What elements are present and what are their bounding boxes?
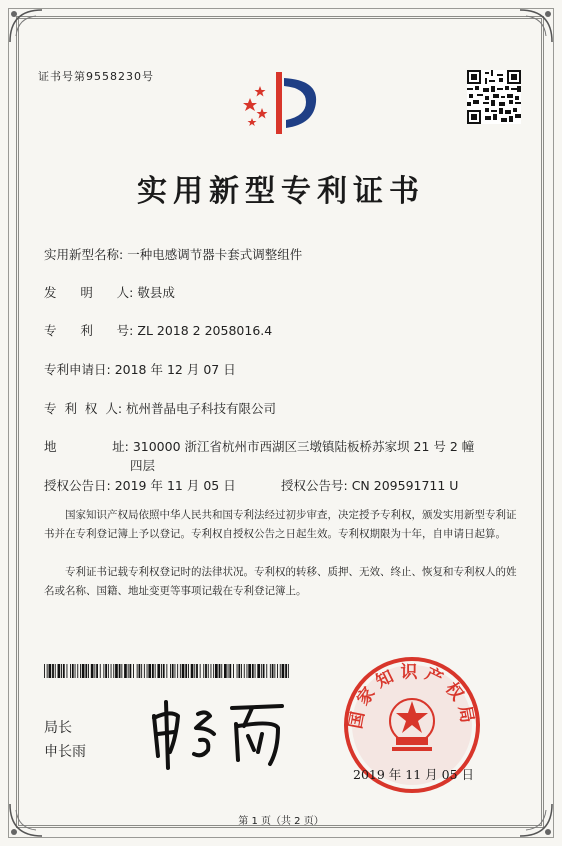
patent-number-value: ZL 2018 2 2058016.4 (137, 323, 273, 338)
corner-ornament-icon (516, 6, 556, 46)
patent-number-row (44, 321, 272, 339)
filing-date-row (44, 360, 236, 378)
legal-status-paragraph: 专利证书记载专利权登记时的法律状况。专利权的转移、质押、无效、终止、恢复和专利权人的姓名或名称、国籍、地址变更等事项记载在专利登记簿上。 (44, 566, 517, 597)
grant-date-value: 2019 年 11 月 05 日 (114, 478, 236, 493)
barcode-icon (44, 664, 290, 678)
signatory-name: 申长雨 (44, 744, 86, 760)
inventor-value: 敬县成 (137, 285, 175, 300)
signature-icon (140, 694, 290, 774)
patentee-row (44, 399, 276, 417)
utility-model-name-value: 一种电感调节器卡套式调整组件 (127, 247, 303, 262)
filing-date-label: 专利申请日: (44, 362, 111, 377)
patent-number-label: 专 利 号: (44, 323, 134, 338)
seal-text: 国家知识产权局 (345, 662, 479, 731)
utility-model-name-row (44, 245, 302, 263)
grant-date-row (44, 476, 236, 494)
grant-date-label: 授权公告日: (44, 478, 111, 493)
grant-number-row (281, 476, 458, 494)
address-value: 310000 浙江省杭州市西湖区三墩镇陆板桥苏家坝 21 号 2 幢 (132, 439, 475, 454)
grant-number-value: CN 209591711 U (351, 478, 459, 493)
certificate-title: 实用新型专利证书 (137, 174, 425, 209)
corner-ornament-icon (6, 6, 46, 46)
page-footer: 第 1 页（共 2 页） (238, 816, 324, 827)
patent-office-emblem-icon (236, 68, 326, 138)
address-row (44, 437, 474, 455)
utility-model-name-label: 实用新型名称: (44, 247, 124, 262)
grant-statement-paragraph: 国家知识产权局依照中华人民共和国专利法经过初步审查，决定授予专利权，颁发实用新型专利证书并在专利登记簿上予以登记。专利权自授权公告之日起生效。专利权期限为十年，自申请日起算。 (44, 509, 517, 540)
qr-code-icon (467, 70, 521, 124)
address-continuation: 四层 (130, 458, 156, 473)
inventor-row (44, 283, 175, 301)
seal-date: 2019 年 11 月 05 日 (353, 767, 474, 782)
inventor-label: 发 明 人: (44, 285, 134, 300)
signatory-title: 局长 (44, 720, 72, 736)
address-label: 地 址: (44, 439, 129, 454)
patentee-label: 专 利 权 人: (44, 401, 123, 416)
filing-date-value: 2018 年 12 月 07 日 (114, 362, 236, 377)
grant-number-label: 授权公告号: (281, 478, 348, 493)
patentee-value: 杭州普晶电子科技有限公司 (126, 401, 277, 416)
certificate-number: 证书号第9558230号 (38, 70, 154, 83)
